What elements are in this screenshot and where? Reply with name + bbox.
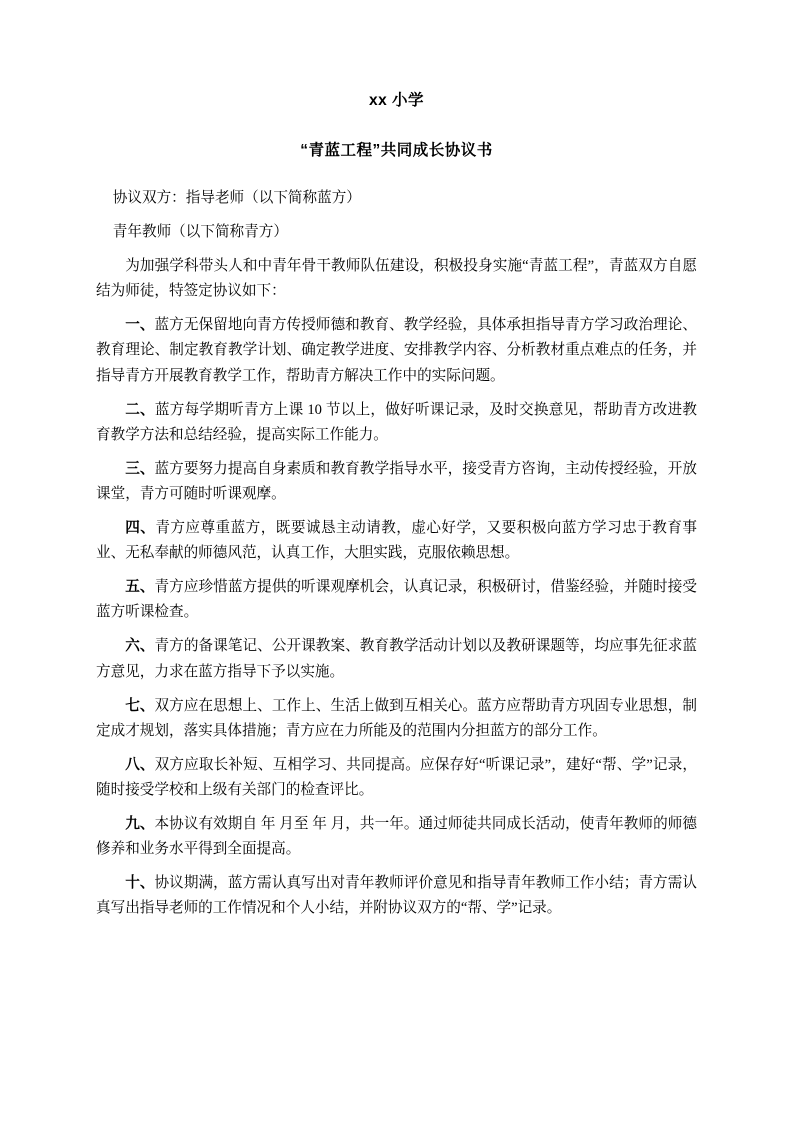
clause-3-text: 蓝方要努力提高自身素质和教育教学指导水平，接受青方咨询，主动传授经验，开放课堂，青方可随时听课观摩。	[96, 460, 697, 502]
clause-9-number: 九、	[125, 815, 155, 832]
clause-2-number: 二、	[125, 401, 155, 418]
clause-1	[96, 313, 697, 388]
clause-2	[96, 398, 697, 448]
clause-6-number: 六、	[125, 638, 155, 655]
clause-6-text: 青方的备课笔记、公开课教案、教育教学活动计划以及教研课题等，均应事先征求蓝方意见，力求在蓝方指导下予以实施。	[96, 638, 697, 680]
clause-9	[96, 812, 697, 862]
clause-2-text: 蓝方每学期听青方上课 10 节以上，做好听课记录，及时交换意见，帮助青方改进教育教学方法和总结经验，提高实际工作能力。	[96, 401, 697, 443]
clause-1-number: 一、	[125, 317, 155, 334]
party-line-blue: 协议双方：指导老师（以下简称蓝方）	[112, 190, 361, 206]
clause-10-number: 十、	[125, 875, 155, 892]
clause-4-number: 四、	[125, 520, 156, 537]
clause-4	[96, 516, 697, 566]
clause-9-text: 本协议有效期自 年 月至 年 月，共一年。通过师徒共同成长活动，使青年教师的师德修养和业务水平得到全面提高。	[96, 815, 697, 858]
clause-10	[96, 871, 697, 921]
clause-5-number: 五、	[125, 579, 155, 596]
clause-3	[96, 457, 697, 507]
clause-6	[96, 634, 697, 684]
clause-8-text: 双方应取长补短、互相学习、共同提高。应保存好“听课记录”，建好“帮、学”记录，随时接受学校和上级有关部门的检查评比。	[96, 756, 697, 798]
clause-4-text: 青方应尊重蓝方，既要诚恳主动请教，虚心好学，又要积极向蓝方学习忠于教育事业、无私奉献的师德风范，认真工作，大胆实践，克服依赖思想。	[96, 520, 697, 562]
clause-1-text: 蓝方无保留地向青方传授师德和教育、教学经验，具体承担指导青方学习政治理论、教育理论、制定教育教学计划、确定教学进度、安排教学内容、分析教材重点难点的任务，并指导青方开展教育教学工作，帮助青方解决工作中的实际问题。	[96, 317, 697, 384]
preamble-paragraph: 为加强学科带头人和中青年骨干教师队伍建设，积极投身实施“青蓝工程”，青蓝双方自愿结为师徒，特签定协议如下：	[96, 258, 697, 300]
clause-5-text: 青方应珍惜蓝方提供的听课观摩机会，认真记录，积极研讨，借鉴经验，并随时接受蓝方听课检查。	[96, 579, 697, 621]
clause-5	[96, 575, 697, 625]
page-subtitle: “青蓝工程”共同成长协议书	[300, 142, 493, 159]
clause-7-number: 七、	[125, 697, 155, 714]
party-line-young: 青年教师（以下简称青方）	[112, 224, 288, 241]
clause-3-number: 三、	[125, 460, 155, 477]
clause-7	[96, 694, 697, 744]
clause-7-text: 双方应在思想上、工作上、生活上做到互相关心。蓝方应帮助青方巩固专业思想，制定成才规划，落实具体措施；青方应在力所能及的范围内分担蓝方的部分工作。	[96, 697, 697, 739]
clause-8-number: 八、	[125, 756, 155, 773]
clause-10-text: 协议期满，蓝方需认真写出对青年教师评价意见和指导青年教师工作小结；青方需认真写出指导老师的工作情况和个人小结，并附协议双方的“帮、学”记录。	[96, 875, 697, 917]
page-title: xx 小学	[368, 92, 425, 109]
clause-8	[96, 753, 697, 803]
